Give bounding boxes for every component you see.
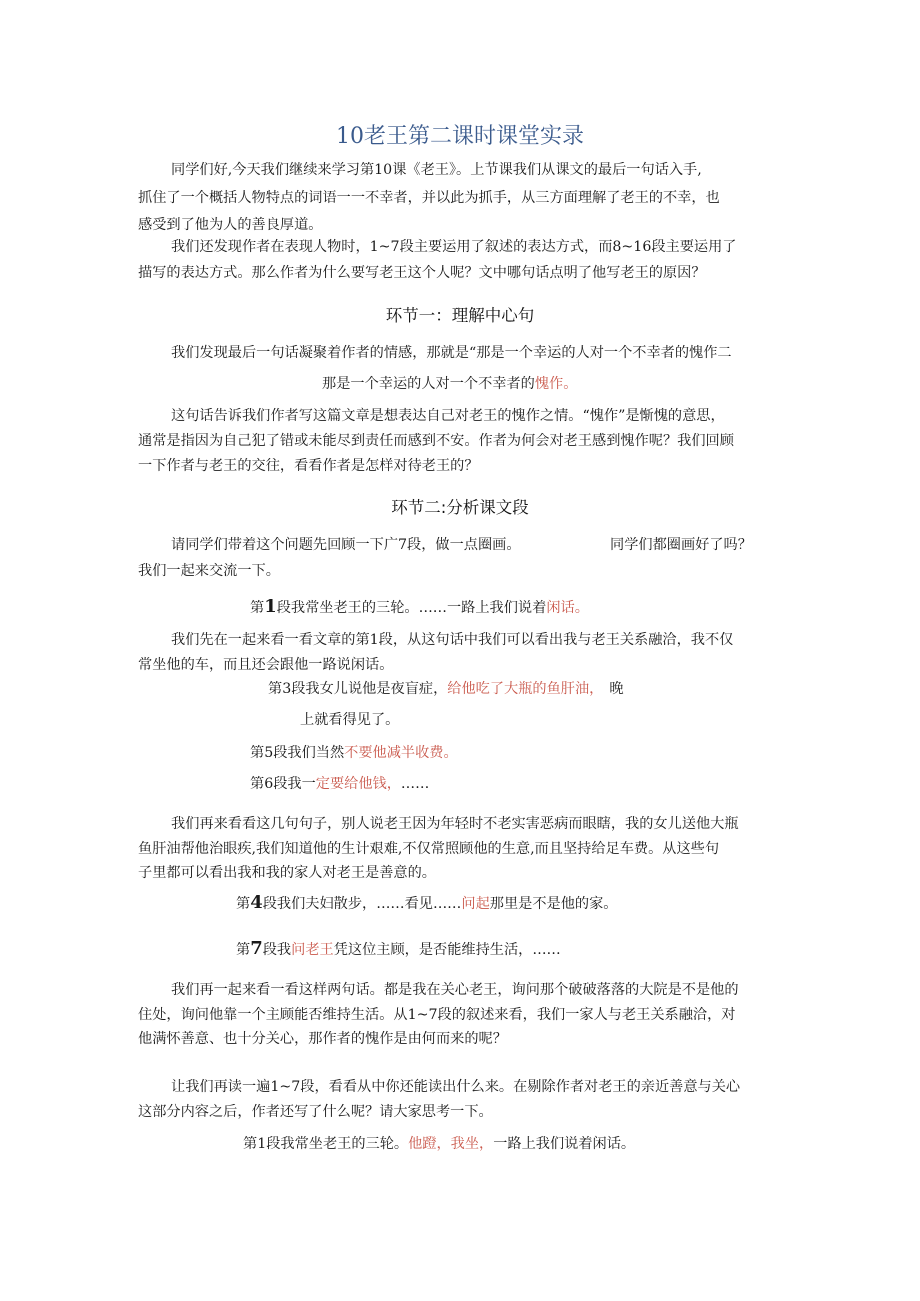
section1-heading: 环节一：理解中心句: [385, 306, 535, 325]
quote-para1: [250, 597, 589, 618]
quote-para4-tail: 那里是不是他的家。: [489, 896, 618, 912]
quote-para4-prefix: 第: [236, 896, 251, 912]
quote-para6-tail: ……: [400, 776, 430, 792]
section2-p4-line3: 他满怀善意、也十分关心，那作者的愧作是由何而来的呢？: [138, 1031, 507, 1047]
section2-p2-line1: 我们先在一起来看一看文章的第1段，从这句话中我们可以看出我与老王关系融洽，我不仅: [171, 632, 734, 648]
quote-para1-highlight: 闲话。: [546, 600, 589, 616]
page-title: 10老王第二课时课堂实录: [336, 124, 584, 149]
section2-p3-line3: 子里都可以看出我和我的家人对老王是善意的。: [138, 865, 436, 881]
quote-para1-again-highlight: 他蹬，我坐，: [408, 1136, 494, 1152]
section2-p1-part1: 请同学们带着这个问题先回顾一下广7段，做一点圈画。: [171, 537, 521, 553]
quote-para6-highlight: 定要给他钱，: [315, 776, 401, 792]
quote-para1-number: 1: [264, 596, 277, 617]
quote-para1-again-tail: 一路上我们说着闲话。: [493, 1136, 636, 1152]
quote-para6-text: 第6段我一: [250, 776, 316, 792]
section2-p5-line2: 这部分内容之后，作者还写了什么呢？请大家思考一下。: [138, 1104, 493, 1120]
quote-para5: [250, 743, 458, 763]
quote-para1-text: 段我常坐老王的三轮。……一路上我们说着: [276, 600, 547, 616]
quote-para3-text: 第3段我女儿说他是夜盲症，: [268, 681, 448, 697]
quote-para5-highlight: 不要他减半收费。: [344, 745, 458, 761]
quote-para1-prefix: 第: [250, 600, 265, 616]
quote-para3-line2: 上就看得见了。: [300, 712, 400, 728]
quote-para7-highlight: 问老王: [291, 942, 334, 958]
section1-quote-highlight: 愧作。: [534, 376, 578, 392]
section2-p4-line1: 我们再一起来看一看这样两句话。都是我在关心老王，询问那个破破落落的大院是不是他的: [171, 982, 739, 998]
quote-para6: [250, 774, 429, 794]
quote-para4: [236, 893, 617, 914]
section1-line1: 我们发现最后一句话凝聚着作者的情感，那就是“那是一个幸运的人对一个不幸者的愧作二: [171, 345, 732, 361]
quote-para1-again: [243, 1134, 635, 1154]
quote-para7-tail: 凭这位主顾，是否能维持生活，……: [333, 942, 561, 958]
quote-para7-text: 段我: [262, 942, 292, 958]
section2-p2-line2: 常坐他的车，而且还会跟他一路说闲话。: [138, 657, 394, 673]
quote-para7-number: 7: [250, 938, 263, 959]
section2-heading: 环节二:分析课文段: [391, 498, 529, 517]
section1-p-line1: 这句话告诉我们作者写这篇文章是想表达自己对老王的愧作之情。“愧作”是惭愧的意思，: [171, 408, 725, 424]
section2-p3-line2: 鱼肝油帮他治眼疾,我们知道他的生计艰难,不仅常照顾他的生意,而且坚持给足车费。从这些句: [138, 841, 720, 857]
intro-p2-line2: 描写的表达方式。那么作者为什么要写老王这个人呢？文中哪句话点明了他写老王的原因？: [138, 265, 706, 281]
intro-p1-line1: 同学们好,今天我们继续来学习第10课《老王》。上节课我们从课文的最后一句话入手,: [171, 162, 702, 178]
intro-p1-line2: 抓住了一个概括人物特点的词语一一不幸者，并以此为抓手，从三方面理解了老王的不幸，也: [138, 190, 720, 206]
quote-para5-text: 第5段我们当然: [250, 745, 345, 761]
section1-p-line2: 通常是指因为自己犯了错或未能尽到责任而感到不安。作者为何会对老王感到愧作呢？我们回顾: [138, 433, 734, 449]
intro-p1-line3: 感受到了他为人的善良厚道。: [138, 217, 323, 233]
section1-p-line3: 一下作者与老王的交往，看看作者是怎样对待老王的？: [138, 458, 479, 474]
section1-quote: [322, 374, 577, 394]
quote-para3: [268, 679, 624, 699]
quote-para4-highlight: 问起: [461, 896, 490, 912]
quote-para4-number: 4: [250, 892, 263, 913]
quote-para7: [236, 939, 561, 960]
section2-p1-part2: 同学们都圈画好了吗？: [610, 537, 752, 553]
quote-para3-tail: 晚: [609, 681, 624, 697]
intro-p2-line1: 我们还发现作者在表现人物时，1~7段主要运用了叙述的表达方式，而8~16段主要运用了: [171, 239, 737, 255]
section2-p4-line2: 住处，询问他靠一个主顾能否维持生活。从1~7段的叙述来看，我们一家人与老王关系融洽，对: [138, 1007, 736, 1023]
quote-para4-text: 段我们夫妇散步，……看见……: [262, 896, 462, 912]
section2-p5-line1: 让我们再读一遍1~7段，看看从中你还能读出什么来。在剔除作者对老王的亲近善意与关心: [171, 1079, 741, 1095]
section2-p1-line2: 我们一起来交流一下。: [138, 563, 280, 579]
quote-para1-again-text: 第1段我常坐老王的三轮。: [243, 1136, 409, 1152]
section1-quote-text: 那是一个幸运的人对一个不幸者的: [322, 376, 535, 392]
quote-para7-prefix: 第: [236, 942, 251, 958]
section2-p3-line1: 我们再来看看这几句句子，别人说老王因为年轻时不老实害恶病而眼瞎，我的女儿送他大瓶: [171, 816, 739, 832]
quote-para3-highlight: 给他吃了大瓶的鱼肝油，: [447, 681, 604, 697]
